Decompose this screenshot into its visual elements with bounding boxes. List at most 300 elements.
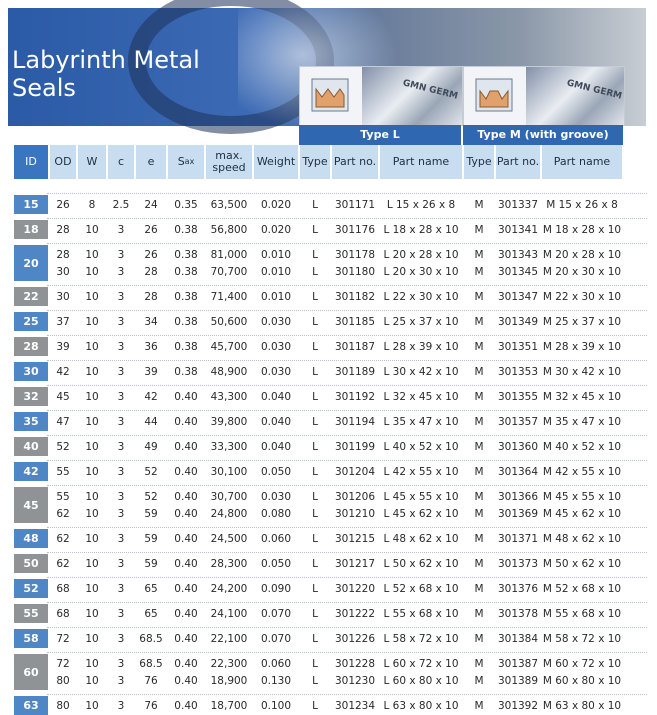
cell-od: 72 (56, 632, 70, 645)
cell-weight: 0.090 (260, 582, 292, 595)
cell-part-no-l: 301185 (334, 315, 376, 328)
cell-type-m: M (474, 390, 484, 403)
cell-max-speed: 33,300 (210, 440, 248, 453)
cell-part-no-l: 301222 (334, 607, 376, 620)
cell-part-name-m: M 60 x 80 x 10 (542, 674, 622, 687)
cell-part-no-l: 301192 (334, 390, 376, 403)
cell-part-name-m: M 58 x 72 x 10 (542, 632, 622, 645)
cell-type-l: L (312, 198, 318, 211)
cell-e: 49 (144, 440, 158, 453)
cell-e: 39 (144, 365, 158, 378)
cell-weight: 0.100 (260, 699, 292, 712)
col-header-part-no-l: Part no. (332, 145, 378, 179)
cell-part-name-m: M 52 x 68 x 10 (542, 582, 622, 595)
cell-type-m: M (474, 465, 484, 478)
type-m-photo-text: GMN GERM (565, 78, 623, 102)
cell-sax: 0.40 (174, 632, 198, 645)
cell-od: 55 (56, 490, 70, 503)
group-type-l: Type L (299, 125, 461, 145)
cell-weight: 0.060 (260, 657, 292, 670)
cell-type-m: M (474, 248, 484, 261)
cell-weight: 0.070 (260, 632, 292, 645)
cell-part-name-m: M 60 x 72 x 10 (542, 657, 622, 670)
id-cell: 32 (14, 387, 48, 406)
cell-c: 2.5 (112, 198, 130, 211)
cell-c: 3 (117, 248, 125, 261)
row-separator (47, 218, 647, 219)
cell-w: 10 (85, 290, 99, 303)
col-header-type-l: Type (300, 145, 330, 179)
cell-max-speed: 43,300 (210, 390, 248, 403)
cell-weight: 0.010 (260, 290, 292, 303)
id-cell: 18 (14, 220, 48, 239)
cell-part-no-l: 301228 (334, 657, 376, 670)
cell-part-no-l: 301220 (334, 582, 376, 595)
cell-type-l: L (312, 674, 318, 687)
cell-part-no-l: 301180 (334, 265, 376, 278)
cell-c: 3 (117, 415, 125, 428)
cell-sax: 0.38 (174, 265, 198, 278)
cell-part-no-l: 301217 (334, 557, 376, 570)
row-separator (47, 552, 647, 553)
cell-max-speed: 56,800 (210, 223, 248, 236)
cell-e: 68.5 (139, 657, 163, 670)
cell-od: 52 (56, 440, 70, 453)
cell-part-name-m: M 40 x 52 x 10 (542, 440, 622, 453)
page-title: Labyrinth Metal Seals (12, 46, 200, 102)
cell-w: 10 (85, 699, 99, 712)
cell-part-no-l: 301178 (334, 248, 376, 261)
col-header-c: c (108, 145, 134, 179)
cell-part-no-m: 301369 (497, 507, 539, 520)
cell-weight: 0.070 (260, 607, 292, 620)
cell-max-speed: 18,700 (210, 699, 248, 712)
cell-c: 3 (117, 440, 125, 453)
cell-sax: 0.40 (174, 507, 198, 520)
sax-sub: ax (184, 157, 195, 166)
cell-part-name-l: L 60 x 80 x 10 (383, 674, 459, 687)
id-cell: 25 (14, 312, 48, 331)
cell-type-m: M (474, 265, 484, 278)
cell-w: 10 (85, 632, 99, 645)
cell-type-m: M (474, 440, 484, 453)
row-separator (47, 694, 647, 695)
cell-od: 39 (56, 340, 70, 353)
cell-part-no-l: 301204 (334, 465, 376, 478)
cell-max-speed: 24,100 (210, 607, 248, 620)
cell-part-no-m: 301376 (497, 582, 539, 595)
id-cell: 45 (14, 487, 48, 523)
row-separator (47, 627, 647, 628)
row-separator (47, 527, 647, 528)
cell-w: 10 (85, 507, 99, 520)
cell-type-m: M (474, 198, 484, 211)
cell-part-name-l: L 30 x 42 x 10 (383, 365, 459, 378)
cell-w: 10 (85, 465, 99, 478)
cell-w: 10 (85, 557, 99, 570)
cell-sax: 0.40 (174, 465, 198, 478)
cell-part-name-l: L 45 x 55 x 10 (383, 490, 459, 503)
cell-od: 62 (56, 507, 70, 520)
cell-type-l: L (312, 699, 318, 712)
group-type-m: Type M (with groove) (463, 125, 623, 145)
cell-c: 3 (117, 582, 125, 595)
cell-part-name-m: M 30 x 42 x 10 (542, 365, 622, 378)
cell-part-no-m: 301353 (497, 365, 539, 378)
cell-part-name-m: M 35 x 47 x 10 (542, 415, 622, 428)
cell-sax: 0.35 (174, 198, 198, 211)
cell-part-name-m: M 50 x 62 x 10 (542, 557, 622, 570)
cell-part-name-m: M 15 x 26 x 8 (546, 198, 618, 211)
cell-max-speed: 70,700 (210, 265, 248, 278)
cell-weight: 0.030 (260, 490, 292, 503)
type-m-photo (526, 67, 624, 125)
cell-e: 36 (144, 340, 158, 353)
cell-type-m: M (474, 340, 484, 353)
cell-part-no-m: 301392 (497, 699, 539, 712)
cell-w: 10 (85, 223, 99, 236)
row-separator (47, 243, 647, 244)
cell-weight: 0.050 (260, 557, 292, 570)
cell-part-name-m: M 45 x 62 x 10 (542, 507, 622, 520)
cell-type-l: L (312, 265, 318, 278)
cell-e: 76 (144, 699, 158, 712)
cell-part-name-l: L 63 x 80 x 10 (383, 699, 459, 712)
cell-od: 80 (56, 674, 70, 687)
cell-e: 59 (144, 532, 158, 545)
cell-w: 10 (85, 248, 99, 261)
cell-od: 68 (56, 582, 70, 595)
type-m-illustration (463, 66, 625, 126)
id-cell: 52 (14, 579, 48, 598)
cell-type-m: M (474, 674, 484, 687)
cell-part-no-m: 301351 (497, 340, 539, 353)
cell-max-speed: 24,200 (210, 582, 248, 595)
cell-part-no-l: 301182 (334, 290, 376, 303)
col-header-w: W (78, 145, 106, 179)
id-cell: 58 (14, 629, 48, 648)
cell-max-speed: 30,100 (210, 465, 248, 478)
row-separator (47, 652, 647, 653)
cell-max-speed: 30,700 (210, 490, 248, 503)
cell-part-name-m: M 28 x 39 x 10 (542, 340, 622, 353)
cell-type-m: M (474, 607, 484, 620)
cell-e: 42 (144, 390, 158, 403)
cell-max-speed: 22,100 (210, 632, 248, 645)
cell-type-m: M (474, 507, 484, 520)
cell-w: 10 (85, 440, 99, 453)
cell-od: 68 (56, 607, 70, 620)
cell-part-no-m: 301343 (497, 248, 539, 261)
cell-weight: 0.030 (260, 365, 292, 378)
cell-type-l: L (312, 632, 318, 645)
cell-c: 3 (117, 507, 125, 520)
cell-type-l: L (312, 582, 318, 595)
id-cell: 35 (14, 412, 48, 431)
cell-part-no-l: 301206 (334, 490, 376, 503)
id-cell: 42 (14, 462, 48, 481)
cell-od: 45 (56, 390, 70, 403)
cell-c: 3 (117, 290, 125, 303)
row-separator (47, 285, 647, 286)
cell-part-no-m: 301337 (497, 198, 539, 211)
cell-part-name-l: L 40 x 52 x 10 (383, 440, 459, 453)
cell-weight: 0.010 (260, 265, 292, 278)
cell-part-name-m: M 48 x 62 x 10 (542, 532, 622, 545)
cell-type-m: M (474, 365, 484, 378)
col-header-weight: Weight (254, 145, 298, 179)
cell-max-speed: 18,900 (210, 674, 248, 687)
cell-c: 3 (117, 607, 125, 620)
cell-part-no-l: 301189 (334, 365, 376, 378)
sax-main: S (177, 155, 185, 168)
cell-sax: 0.40 (174, 440, 198, 453)
cell-sax: 0.40 (174, 532, 198, 545)
cell-part-no-m: 301384 (497, 632, 539, 645)
row-separator (47, 485, 647, 486)
cell-part-no-l: 301210 (334, 507, 376, 520)
cell-c: 3 (117, 465, 125, 478)
cell-w: 10 (85, 532, 99, 545)
cell-part-no-l: 301234 (334, 699, 376, 712)
id-cell: 28 (14, 337, 48, 356)
cell-part-no-l: 301199 (334, 440, 376, 453)
cell-od: 28 (56, 248, 70, 261)
cell-part-name-m: M 55 x 68 x 10 (542, 607, 622, 620)
cell-sax: 0.40 (174, 657, 198, 670)
cell-w: 8 (88, 198, 96, 211)
cell-part-name-l: L 42 x 55 x 10 (383, 465, 459, 478)
cell-od: 26 (56, 198, 70, 211)
cell-part-name-m: M 42 x 55 x 10 (542, 465, 622, 478)
row-separator (47, 410, 647, 411)
type-l-photo (362, 67, 462, 125)
cell-weight: 0.030 (260, 340, 292, 353)
cell-sax: 0.40 (174, 390, 198, 403)
cell-part-name-m: M 45 x 55 x 10 (542, 490, 622, 503)
cell-part-no-l: 301171 (334, 198, 376, 211)
cell-od: 37 (56, 315, 70, 328)
cell-type-l: L (312, 223, 318, 236)
col-header-e: e (136, 145, 166, 179)
cell-part-name-l: L 22 x 30 x 10 (383, 290, 459, 303)
cell-type-l: L (312, 290, 318, 303)
row-separator (47, 335, 647, 336)
cell-type-l: L (312, 440, 318, 453)
cell-e: 28 (144, 265, 158, 278)
cell-max-speed: 28,300 (210, 557, 248, 570)
cell-part-no-m: 301387 (497, 657, 539, 670)
cell-c: 3 (117, 699, 125, 712)
cell-part-name-m: M 18 x 28 x 10 (542, 223, 622, 236)
row-separator (47, 360, 647, 361)
cell-weight: 0.040 (260, 415, 292, 428)
cell-type-l: L (312, 607, 318, 620)
row-separator (47, 602, 647, 603)
cell-part-no-l: 301226 (334, 632, 376, 645)
id-cell: 63 (14, 696, 48, 715)
cell-w: 10 (85, 265, 99, 278)
col-header-od: OD (50, 145, 76, 179)
cell-part-name-m: M 32 x 45 x 10 (542, 390, 622, 403)
cell-part-no-l: 301176 (334, 223, 376, 236)
cell-sax: 0.38 (174, 315, 198, 328)
id-cell: 60 (14, 654, 48, 690)
cell-type-l: L (312, 507, 318, 520)
cell-w: 10 (85, 582, 99, 595)
col-header-max-speed: max. speed (206, 145, 252, 179)
cell-weight: 0.060 (260, 532, 292, 545)
cell-type-m: M (474, 315, 484, 328)
cell-c: 3 (117, 632, 125, 645)
cell-sax: 0.40 (174, 415, 198, 428)
cell-sax: 0.38 (174, 290, 198, 303)
cell-c: 3 (117, 657, 125, 670)
cell-sax: 0.40 (174, 674, 198, 687)
row-separator (47, 460, 647, 461)
cell-part-no-l: 301187 (334, 340, 376, 353)
cell-part-name-l: L 55 x 68 x 10 (383, 607, 459, 620)
col-header-part-no-m: Part no. (496, 145, 540, 179)
cell-part-no-l: 301230 (334, 674, 376, 687)
cell-part-no-m: 301345 (497, 265, 539, 278)
cell-od: 80 (56, 699, 70, 712)
cell-e: 65 (144, 582, 158, 595)
cell-type-l: L (312, 315, 318, 328)
id-cell: 20 (14, 245, 48, 281)
cell-type-l: L (312, 465, 318, 478)
cell-part-no-m: 301378 (497, 607, 539, 620)
cell-type-m: M (474, 290, 484, 303)
cell-max-speed: 71,400 (210, 290, 248, 303)
cell-part-name-l: L 20 x 28 x 10 (383, 248, 459, 261)
cell-part-name-l: L 35 x 47 x 10 (383, 415, 459, 428)
cell-part-name-l: L 18 x 28 x 10 (383, 223, 459, 236)
cell-part-no-m: 301389 (497, 674, 539, 687)
cell-type-l: L (312, 490, 318, 503)
cell-c: 3 (117, 490, 125, 503)
cell-c: 3 (117, 557, 125, 570)
cell-od: 30 (56, 290, 70, 303)
cell-max-speed: 48,900 (210, 365, 248, 378)
cell-part-name-m: M 63 x 80 x 10 (542, 699, 622, 712)
cell-part-name-m: M 20 x 28 x 10 (542, 248, 622, 261)
cell-type-m: M (474, 223, 484, 236)
row-separator (47, 310, 647, 311)
cell-max-speed: 81,000 (210, 248, 248, 261)
cell-od: 30 (56, 265, 70, 278)
cell-part-name-l: L 28 x 39 x 10 (383, 340, 459, 353)
cell-type-l: L (312, 340, 318, 353)
id-cell: 15 (14, 195, 48, 214)
cell-e: 68.5 (139, 632, 163, 645)
cell-part-name-l: L 20 x 30 x 10 (383, 265, 459, 278)
cell-max-speed: 45,700 (210, 340, 248, 353)
cell-type-l: L (312, 657, 318, 670)
cell-type-m: M (474, 557, 484, 570)
cell-part-no-m: 301360 (497, 440, 539, 453)
cell-max-speed: 24,800 (210, 507, 248, 520)
row-separator (47, 385, 647, 386)
cell-od: 72 (56, 657, 70, 670)
cell-c: 3 (117, 340, 125, 353)
cell-max-speed: 39,800 (210, 415, 248, 428)
cell-weight: 0.130 (260, 674, 292, 687)
id-cell: 22 (14, 287, 48, 306)
cell-sax: 0.40 (174, 490, 198, 503)
cell-w: 10 (85, 365, 99, 378)
row-separator (47, 193, 647, 194)
cell-type-m: M (474, 699, 484, 712)
cell-e: 26 (144, 248, 158, 261)
cell-od: 55 (56, 465, 70, 478)
cell-part-no-l: 301215 (334, 532, 376, 545)
cell-c: 3 (117, 390, 125, 403)
cell-od: 62 (56, 557, 70, 570)
cell-sax: 0.40 (174, 557, 198, 570)
cell-od: 62 (56, 532, 70, 545)
cell-type-m: M (474, 657, 484, 670)
id-cell: 55 (14, 604, 48, 623)
cell-part-no-m: 301366 (497, 490, 539, 503)
cell-part-name-l: L 32 x 45 x 10 (383, 390, 459, 403)
cell-e: 76 (144, 674, 158, 687)
id-cell: 48 (14, 529, 48, 548)
cell-part-no-m: 301373 (497, 557, 539, 570)
cell-part-name-m: M 22 x 30 x 10 (542, 290, 622, 303)
cell-weight: 0.040 (260, 440, 292, 453)
col-header-id: ID (14, 145, 48, 179)
cell-part-no-m: 301349 (497, 315, 539, 328)
cell-type-m: M (474, 415, 484, 428)
cell-part-name-l: L 50 x 62 x 10 (383, 557, 459, 570)
cell-e: 26 (144, 223, 158, 236)
cell-w: 10 (85, 315, 99, 328)
col-header-part-name-m: Part name (542, 145, 622, 179)
cell-c: 3 (117, 265, 125, 278)
cell-w: 10 (85, 390, 99, 403)
cell-type-l: L (312, 557, 318, 570)
cell-sax: 0.38 (174, 365, 198, 378)
cell-type-m: M (474, 532, 484, 545)
cell-sax: 0.38 (174, 340, 198, 353)
cell-type-l: L (312, 248, 318, 261)
cell-type-m: M (474, 632, 484, 645)
cell-weight: 0.050 (260, 465, 292, 478)
cell-od: 47 (56, 415, 70, 428)
cell-part-name-m: M 25 x 37 x 10 (542, 315, 622, 328)
seal-profile-m-icon (474, 75, 514, 115)
cell-e: 52 (144, 465, 158, 478)
cell-e: 65 (144, 607, 158, 620)
cell-max-speed: 22,300 (210, 657, 248, 670)
cell-e: 24 (144, 198, 158, 211)
cell-type-l: L (312, 365, 318, 378)
cell-e: 59 (144, 557, 158, 570)
type-l-illustration (299, 66, 463, 126)
cell-e: 52 (144, 490, 158, 503)
cell-od: 28 (56, 223, 70, 236)
cell-c: 3 (117, 315, 125, 328)
cell-type-m: M (474, 582, 484, 595)
cell-c: 3 (117, 532, 125, 545)
cell-sax: 0.38 (174, 248, 198, 261)
cell-part-name-l: L 25 x 37 x 10 (383, 315, 459, 328)
cell-w: 10 (85, 674, 99, 687)
cell-max-speed: 50,600 (210, 315, 248, 328)
cell-max-speed: 24,500 (210, 532, 248, 545)
seal-profile-l-icon (310, 75, 350, 115)
